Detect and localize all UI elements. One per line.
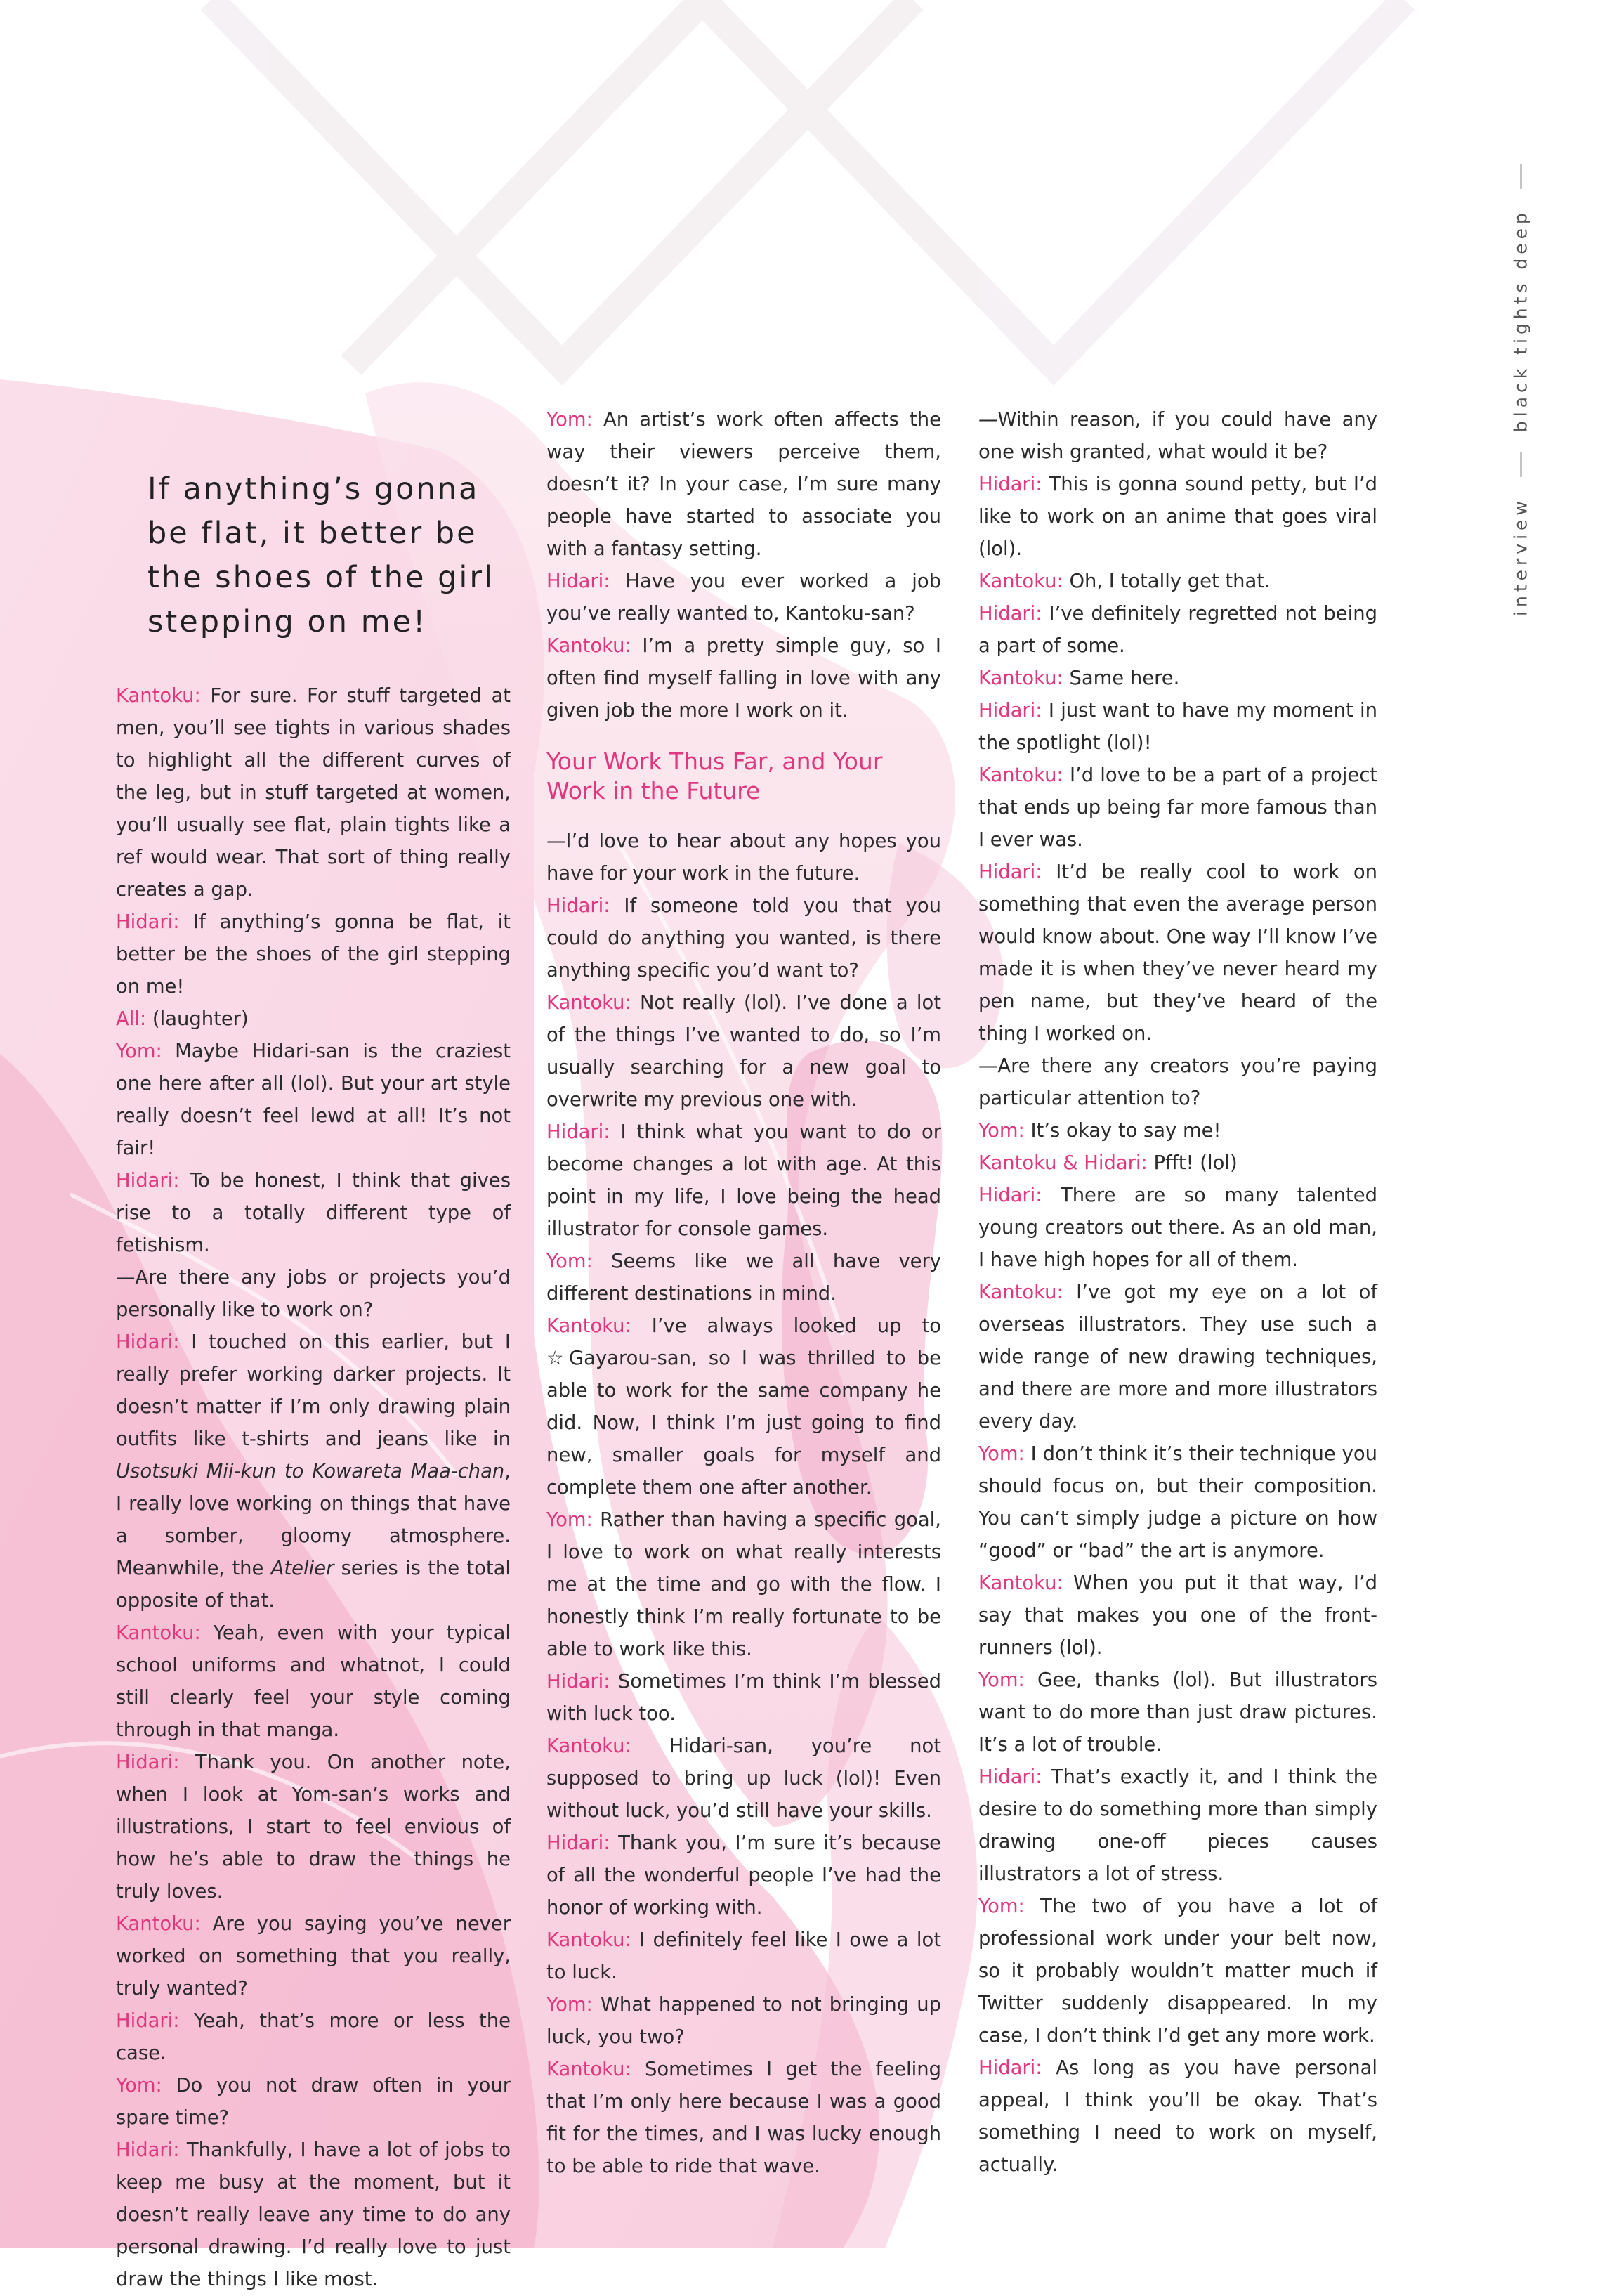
section-heading: Your Work Thus Far, and Your Work in the Future [546,748,883,804]
dialogue-line [978,1761,1377,1891]
line-text: If someone told you that you could do anything you wanted, is there anything specific you’d want to? [546,895,941,981]
dialogue-line [116,1036,511,1165]
speaker-name: Kantoku: [546,992,631,1014]
dialogue-line [546,404,941,566]
interviewer-question [116,1262,511,1326]
pull-quote: If anything’s gonna be flat, it better be the shoes of the girl stepping on me! [147,471,494,639]
line-text: (laughter) [152,1008,249,1030]
line-text: , I really love working on things that have a somber, gloomy atmosphere. Meanwhile, the [116,1461,511,1579]
dialogue-line [978,1277,1377,1438]
dialogue-line [978,1664,1377,1761]
dialogue-line [546,1924,941,1989]
dialogue-line [978,2052,1377,2181]
line-text: Same here. [1069,667,1180,689]
line-text: I’ve definitely regretted not being a part of some. [978,603,1377,657]
line-text: The two of you have a lot of professional work under your belt now, so it probably wouldn’t matter much if Twitter suddenly disappeared. In my case, I don’t think I’d get any more work. [978,1896,1377,2047]
dialogue-line [116,2005,511,2070]
line-text: That’s exactly it, and I think the desire to do something more than simply drawing one-off pieces causes illustrators a lot of stress. [978,1766,1377,1885]
speaker-name: Yom: [116,2075,162,2096]
dialogue-line [116,1908,511,2005]
speaker-name: Kantoku: [546,1929,631,1951]
speaker-name: Kantoku: [978,764,1063,786]
speaker-name: Kantoku & Hidari: [978,1152,1148,1174]
speaker-name: Hidari: [546,895,610,917]
speaker-name: Kantoku: [546,635,631,657]
interviewer-question [978,1050,1377,1115]
running-head [1511,164,1531,616]
speaker-name: Yom: [978,1443,1025,1465]
dialogue-line [546,1989,941,2054]
line-text: There are so many talented young creators out there. As an old man, I have high hopes for all of them. [978,1185,1377,1271]
line-text: This is gonna sound petty, but I’d like to work on an anime that goes viral (lol). [978,474,1377,560]
dialogue-line [546,1666,941,1730]
sidebar-running-head [1503,148,1538,632]
line-text: Hidari-san, you’re not supposed to bring up luck (lol)! Even without luck, you’d still have your skills. [546,1735,941,1822]
line-text: —Within reason, if you could have any one wish granted, what would it be? [978,409,1377,463]
line-text: To be honest, I think that gives rise to a totally different type of fetishism. [116,1170,511,1256]
dialogue-line [546,566,941,630]
line-text: Are you saying you’ve never worked on something that you really, truly wanted? [116,1913,511,2000]
dialogue-line [978,1180,1377,1277]
speaker-name: Kantoku: [116,1913,201,1935]
line-text: I just want to have my moment in the spotlight (lol)! [978,700,1377,754]
speaker-name: Hidari: [116,911,180,933]
speaker-name: Hidari: [116,1170,180,1192]
dialogue-line [116,680,511,906]
dialogue-line [116,1747,511,1908]
line-text: —Are there any jobs or projects you’d personally like to work on? [116,1267,511,1321]
speaker-name: Kantoku: [978,1572,1063,1594]
dialogue-line [978,566,1377,598]
dialogue-line [978,1438,1377,1567]
dialogue-line [978,1115,1377,1147]
line-text: Sometimes I’m think I’m blessed with luck too. [546,1671,941,1725]
speaker-name: Hidari: [116,1752,180,1773]
running-head-title: black tights deep [1510,209,1531,433]
running-head-divider [1520,452,1521,477]
line-text: It’s okay to say me! [1030,1120,1221,1142]
dialogue-line [546,1730,941,1827]
dialogue-line [978,663,1377,695]
dialogue-line [116,1165,511,1262]
speaker-name: Hidari: [978,1766,1042,1788]
speaker-name: Kantoku: [546,2059,631,2080]
dialogue-line [978,759,1377,856]
speaker-name: Hidari: [978,603,1042,625]
speaker-name: Yom: [116,1041,162,1062]
line-text: I’ve always looked up to ☆Gayarou-san, so I was thrilled to be able to work for the same company he did. Now, I think I’m just going to find new, smaller goals for myself and complete them one after another. [546,1315,941,1499]
speaker-name: Hidari: [546,570,610,592]
speaker-name: Hidari: [116,2010,180,2032]
speaker-name: Yom: [978,1896,1025,1917]
dialogue-line [546,2054,941,2183]
dialogue-line [546,630,941,727]
line-text: Do you not draw often in your spare time? [116,2075,511,2129]
line-text: Yeah, that’s more or less the case. [116,2010,511,2064]
dialogue-line [116,1003,511,1036]
dialogue-line [116,2134,511,2296]
dialogue-line [978,469,1377,566]
dialogue-line [978,1567,1377,1664]
line-text: Yeah, even with your typical school uniforms and whatnot, I could still clearly feel your style coming through in that manga. [116,1622,511,1741]
work-title: Atelier [270,1558,334,1579]
line-text: I definitely feel like I owe a lot to luck. [546,1929,941,1983]
dialogue-line [546,1246,941,1310]
line-text: —Are there any creators you’re paying particular attention to? [978,1055,1377,1109]
speaker-name: Hidari: [116,1331,180,1353]
speaker-name: Kantoku: [546,1735,631,1757]
line-text: It’d be really cool to work on something that even the average person would know about. One way I’ll know I’ve made it is when they’ve never heard my pen name, but they’ve heard of the thing I worked on. [978,861,1377,1045]
line-text: Thank you. On another note, when I look at Yom-san’s works and illustrations, I start to feel envious of how he’s able to draw the things he truly loves. [116,1752,511,1903]
line-text: Thankfully, I have a lot of jobs to keep me busy at the moment, but it doesn’t really leave any time to do any personal drawing. I’d really love to just draw the things I like most. [116,2139,511,2290]
line-text: Pfft! (lol) [1153,1152,1238,1174]
speaker-name: Hidari: [546,1832,610,1854]
speaker-name: Hidari: [978,700,1042,722]
work-title: Usotsuki Mii-kun to Kowareta Maa-chan [116,1461,505,1482]
line-text: When you put it that way, I’d say that makes you one of the front-runners (lol). [978,1572,1377,1659]
line-text: For sure. For stuff targeted at men, you’ll see tights in various shades to highlight all the different curves of the leg, but in stuff targeted at women, you’ll usually see flat, plain tights like a ref would wear. That sort of thing really creates a gap. [116,685,511,901]
text-column-1 [116,680,511,2296]
line-text: Gee, thanks (lol). But illustrators want to do more than just draw pictures. It’s a lot of trouble. [978,1669,1377,1756]
speaker-name: Yom: [978,1669,1025,1691]
dialogue-line [978,695,1377,759]
dialogue-line [116,906,511,1003]
text-column-2 [546,404,941,2183]
speaker-name: Kantoku: [978,570,1063,592]
speaker-name: Kantoku: [116,1622,201,1644]
line-text: Maybe Hidari-san is the craziest one here after all (lol). But your art style really doesn’t feel lewd at all! It’s not fair! [116,1041,511,1159]
speaker-name: Yom: [546,409,593,431]
line-text: Rather than having a specific goal, I love to work on what really interests me at the time and go with the flow. I honestly think I’m really fortunate to be able to work like this. [546,1509,941,1660]
speaker-name: Hidari: [546,1671,610,1692]
running-head-divider-end [1520,164,1521,189]
line-text: I think what you want to do or become changes a lot with age. At this point in my life, I love being the head illustrator for console games. [546,1121,941,1240]
dialogue-line [546,1827,941,1924]
dialogue-line [978,856,1377,1050]
column-2-bottom [546,826,941,2183]
line-text: —I’d love to hear about any hopes you have for your work in the future. [546,830,941,885]
speaker-name: Yom: [546,1251,593,1272]
line-text: Sometimes I get the feeling that I’m only here because I was a good fit for the times, and I was lucky enough to be able to ride that wave. [546,2059,941,2177]
dialogue-line [978,1891,1377,2052]
dialogue-line [116,1326,511,1617]
dialogue-line [546,1116,941,1246]
line-text: Thank you, I’m sure it’s because of all the wonderful people I’ve had the honor of working with. [546,1832,941,1919]
dialogue-line [546,1504,941,1666]
speaker-name: Kantoku: [978,1281,1063,1303]
line-text: I’m a pretty simple guy, so I often find myself falling in love with any given job the more I work on it. [546,635,941,722]
line-text: Not really (lol). I’ve done a lot of the things I’ve wanted to do, so I’m usually searching for a new goal to overwrite my previous one with. [546,992,941,1111]
speaker-name: Hidari: [978,1185,1042,1206]
running-head-section: interview [1510,497,1531,616]
interviewer-question [978,404,1377,469]
speaker-name: Yom: [978,1120,1025,1142]
line-text: Have you ever worked a job you’ve really wanted to, Kantoku-san? [546,570,941,625]
line-text: As long as you have personal appeal, I think you’ll be okay. That’s something I need to work on myself, actually. [978,2057,1377,2176]
line-text: Seems like we all have very different destinations in mind. [546,1251,941,1305]
dialogue-line [546,890,941,987]
speaker-name: Hidari: [978,2057,1042,2079]
line-text: I don’t think it’s their technique you should focus on, but their composition. You can’t simply judge a picture on how “good” or “bad” the art is anymore. [978,1443,1377,1562]
speaker-name: Yom: [546,1994,593,2016]
line-text: I touched on this earlier, but I really prefer working darker projects. It doesn’t matter if I’m only drawing plain outfits like t-shirts and jeans like in [116,1331,511,1450]
line-text: I’ve got my eye on a lot of overseas illustrators. They use such a wide range of new drawing techniques, and there are more and more illustrators every day. [978,1281,1377,1433]
line-text: series is the total opposite of that. [116,1558,511,1612]
line-text: An artist’s work often affects the way their viewers perceive them, doesn’t it? In your case, I’m sure many people have started to associate you with a fantasy setting. [546,409,941,560]
line-text: What happened to not bringing up luck, you two? [546,1994,941,2048]
text-column-3 [978,404,1377,2181]
speaker-name: Hidari: [546,1121,610,1143]
line-text: If anything’s gonna be flat, it better be the shoes of the girl stepping on me! [116,911,511,998]
speaker-name: Hidari: [116,2139,180,2161]
dialogue-line [978,1147,1377,1180]
speaker-name: Hidari: [978,861,1042,883]
dialogue-line [116,1617,511,1747]
line-text: Oh, I totally get that. [1069,570,1271,592]
speaker-name: Kantoku: [978,667,1063,689]
speaker-name: Hidari: [978,474,1042,495]
interviewer-question [546,826,941,890]
speaker-name: Kantoku: [116,685,201,707]
dialogue-line [978,598,1377,663]
dialogue-line [546,1310,941,1504]
dialogue-line [546,987,941,1116]
speaker-name: Kantoku: [546,1315,631,1337]
speaker-name: All: [116,1008,147,1030]
speaker-name: Yom: [546,1509,593,1531]
line-text: I’d love to be a part of a project that ends up being far more famous than I ever was. [978,764,1377,851]
dialogue-line [116,2070,511,2134]
column-2-top [546,404,941,727]
